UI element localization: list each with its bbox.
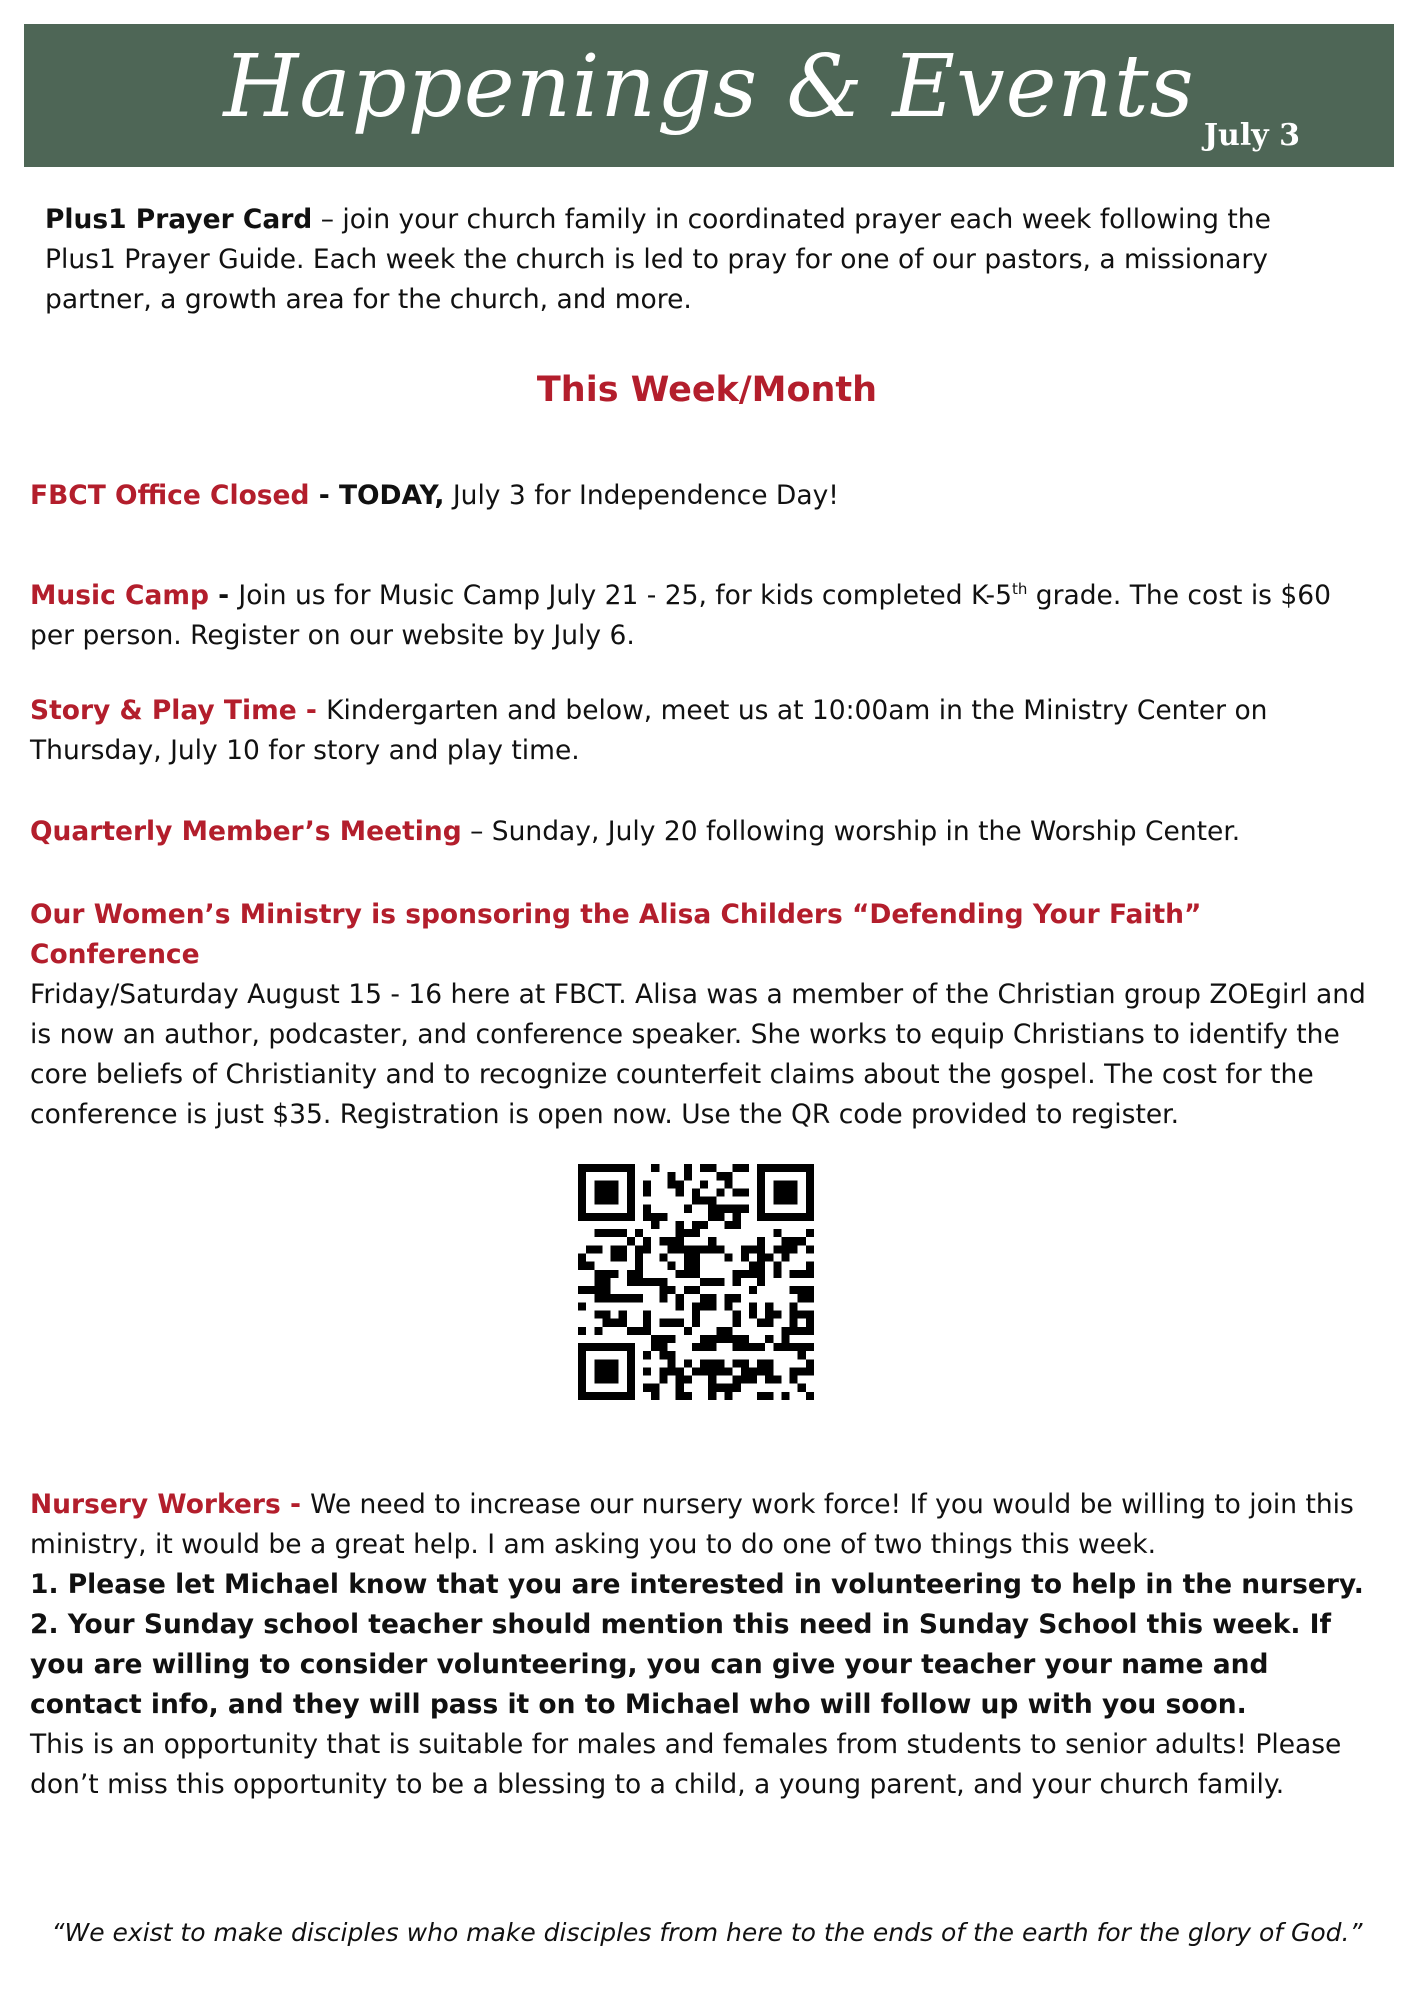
prayer-card-text: – join your church family in coordinated prayer each week following the Plus1 Prayer Guide. Each week the church is led to pray for one of our pastors, a missionary partner, a growth area for the church, and more. xyxy=(45,204,1271,315)
music-camp-sup: th xyxy=(1011,580,1028,598)
music-camp-label: Music Camp xyxy=(30,579,209,611)
office-closed-today: TODAY, xyxy=(338,480,445,511)
womens-conference-text: Friday/Saturday August 15 - 16 here at FBCT. Alisa was a member of the Christian group ZOEgirl and is now an author, podcaster, and conference speaker. She works to equip Christians to identify the core beliefs of Christianity and to recognize counterfeit claims about the gospel. The cost for the conference is just $35. Registration is open now. Use the QR code provided to register. xyxy=(30,979,1366,1130)
nursery-workers-item xyxy=(30,1485,1380,1805)
members-meeting-text: – Sunday, July 20 following worship in the Worship Center. xyxy=(461,816,1241,847)
music-camp-dash: - xyxy=(208,579,239,611)
office-closed-item xyxy=(30,476,1380,516)
prayer-card-paragraph xyxy=(45,200,1345,320)
header-banner xyxy=(24,24,1394,167)
music-camp-text-2: grade. The cost is $60 per person. Register on our website by July 6. xyxy=(30,579,1331,651)
nursery-step-2: 2. Your Sunday school teacher should mention this need in Sunday School this week. If you are willing to consider volunteering, you can give your teacher your name and contact info, and they will pass it on to Michael who will follow up with you soon. xyxy=(30,1609,1332,1720)
womens-conference-label: Our Women’s Ministry is sponsoring the Alisa Childers “Defending Your Faith” Conference xyxy=(30,899,1202,970)
office-closed-dash: - xyxy=(309,480,339,511)
mission-statement: “We exist to make disciples who make disciples from here to the ends of the earth for the glory of God.” xyxy=(51,1918,1363,1947)
office-closed-label: FBCT Office Closed xyxy=(30,480,310,511)
nursery-closing: This is an opportunity that is suitable for males and females from students to senior adults! Please don’t miss this opportunity to be a blessing to a child, a young parent, and your church family. xyxy=(30,1729,1342,1800)
story-play-label: Story & Play Time xyxy=(30,695,297,726)
story-play-item xyxy=(30,691,1380,771)
music-camp-text: Join us for Music Camp July 21 - 25, for kids completed K-5 xyxy=(238,579,1012,611)
story-play-dash: - xyxy=(296,695,327,726)
members-meeting-label: Quarterly Member’s Meeting xyxy=(30,816,462,847)
nursery-step-1: 1. Please let Michael know that you are interested in volunteering to help in the nursery. xyxy=(30,1569,1364,1600)
nursery-workers-label: Nursery Workers xyxy=(30,1489,281,1520)
registration-qr-code[interactable] xyxy=(578,1164,814,1400)
prayer-card-label: Plus1 Prayer Card xyxy=(45,204,313,235)
header-date: July 3 xyxy=(1203,118,1300,153)
nursery-workers-text: We need to increase our nursery work force! If you would be willing to join this ministry, it would be a great help. I am asking you to do one of two things this week. xyxy=(30,1489,1354,1560)
page-title: Happenings & Events xyxy=(223,37,1195,137)
music-camp-item xyxy=(30,569,1380,656)
nursery-workers-dash: - xyxy=(280,1489,311,1520)
office-closed-text: July 3 for Independence Day! xyxy=(444,480,839,511)
members-meeting-item xyxy=(30,812,1380,852)
story-play-text: Kindergarten and below, meet us at 10:00am in the Ministry Center on Thursday, July 10 for story and play time. xyxy=(30,695,1268,766)
section-heading: This Week/Month xyxy=(536,370,878,410)
womens-conference-item xyxy=(30,895,1380,1135)
